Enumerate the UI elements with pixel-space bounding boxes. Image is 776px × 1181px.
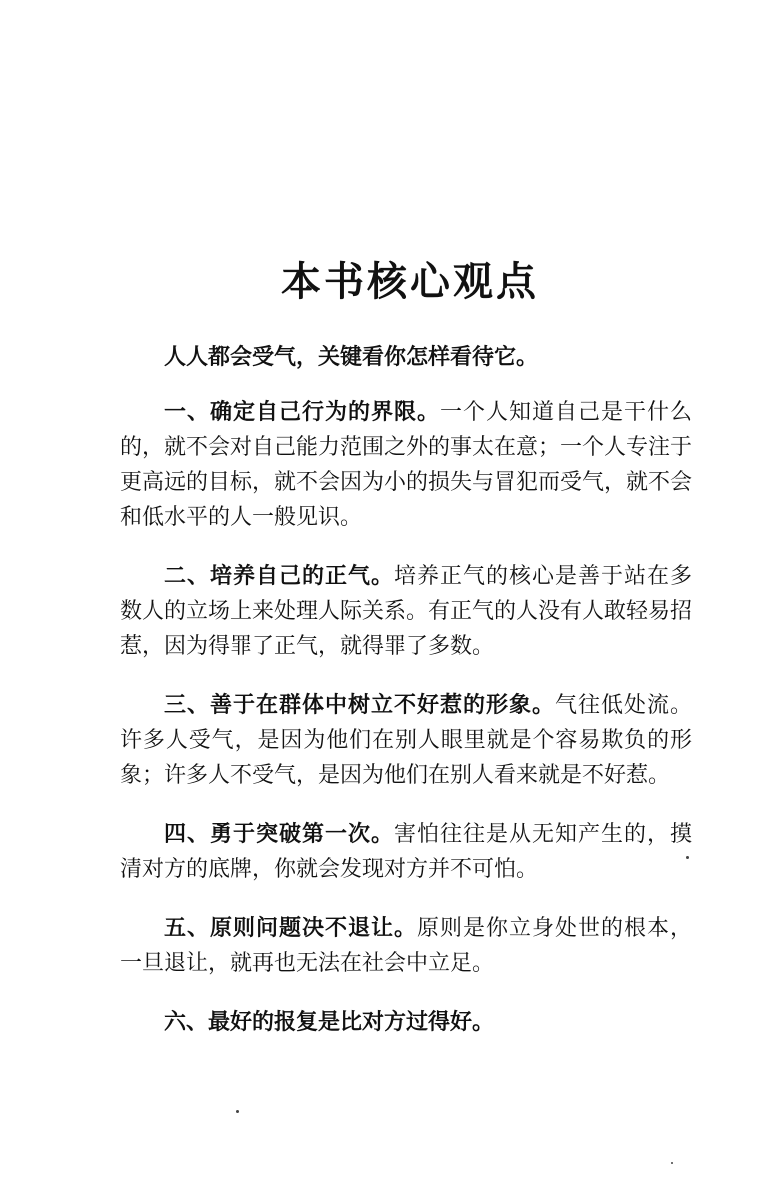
point-4-text: 害怕往往是从无知产生的，摸清对方的底牌，你就会发现对方并不可怕。 <box>120 822 692 882</box>
core-points <box>120 340 692 1064</box>
point-3-text: 气往低处流。许多人受气，是因为他们在别人眼里就是个容易欺负的形象；许多人不受气，是因为他们在别人看来就是不好惹。 <box>120 693 692 788</box>
page-title: 本书核心观点 <box>281 258 539 305</box>
point-5 <box>120 911 692 981</box>
point-6-heading: 六、最好的报复是比对方过得好。 <box>164 1010 495 1035</box>
point-4 <box>120 817 692 887</box>
point-1-text: 一个人知道自己是干什么的，就不会对自己能力范围之外的事太在意；一个人专注于更高远的目标，就不会因为小的损失与冒犯而受气，就不会和低水平的人一般见识。 <box>120 400 693 530</box>
point-3 <box>120 688 692 793</box>
point-5-heading: 五、原则问题决不退让。 <box>164 916 417 941</box>
point-1-heading: 一、确定自己行为的界限。 <box>164 400 440 425</box>
point-2-heading: 二、培养自己的正气。 <box>164 564 394 589</box>
intro-line <box>120 340 692 375</box>
point-2-text: 培养正气的核心是善于站在多数人的立场上来处理人际关系。有正气的人没有人敢轻易招惹，因为得罪了正气，就得罪了多数。 <box>120 564 693 659</box>
scan-speck <box>671 1162 673 1164</box>
scan-speck <box>686 856 689 859</box>
point-1 <box>120 395 692 535</box>
point-3-heading: 三、善于在群体中树立不好惹的形象。 <box>164 693 555 718</box>
intro-text: 人人都会受气，关键看你怎样看待它。 <box>164 345 539 370</box>
point-2 <box>120 559 692 664</box>
point-4-heading: 四、勇于突破第一次。 <box>164 822 394 847</box>
point-6 <box>120 1005 692 1040</box>
point-5-text: 原则是你立身处世的根本，一旦退让，就再也无法在社会中立足。 <box>120 916 692 976</box>
scan-speck <box>236 1110 239 1113</box>
